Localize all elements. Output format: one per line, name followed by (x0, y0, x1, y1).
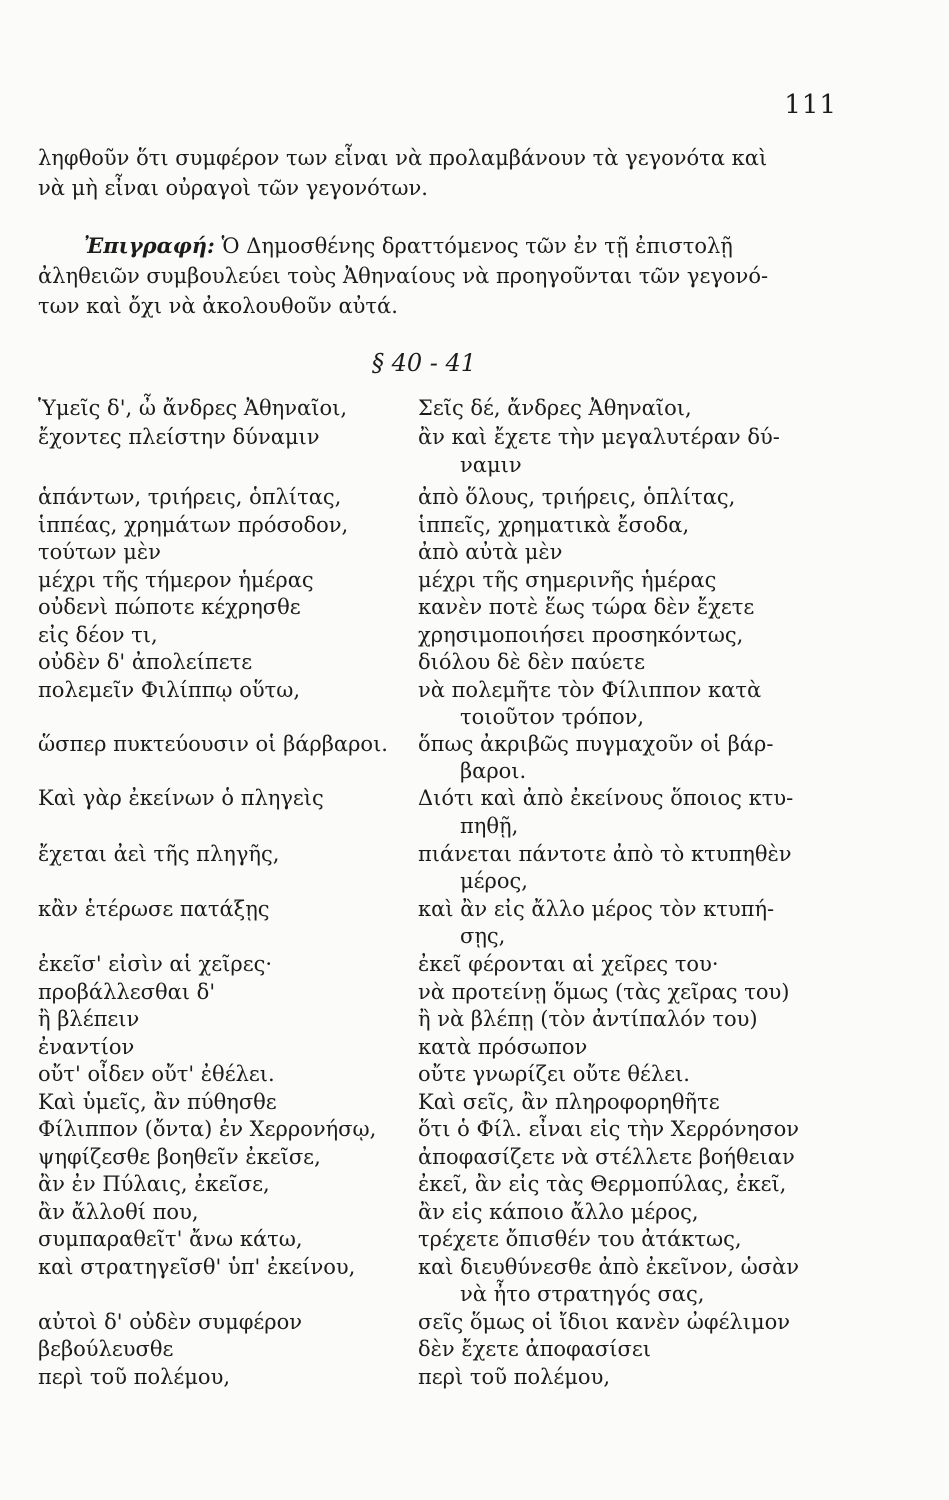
original-line: αὐτοὶ δ' οὐδὲν συμφέρον (38, 1310, 303, 1334)
original-line: Καὶ ὑμεῖς, ἂν πύθησθε (38, 1090, 277, 1114)
translation-line: Καὶ σεῖς, ἂν πληροφορηθῆτε (418, 1090, 720, 1114)
translation-line: ἀπὸ ὅλους, τριήρεις, ὁπλίτας, (418, 485, 736, 509)
original-line: κἂν ἑτέρωσε πατάξῃς (38, 897, 270, 921)
epigraph-line-3: των καὶ ὄχι νὰ ἀκολουθοῦν αὐτά. (38, 294, 398, 318)
section-title: § 40 - 41 (372, 349, 477, 377)
original-line: ψηφίζεσθε βοηθεῖν ἐκεῖσε, (38, 1145, 321, 1169)
original-line: ἔχεται ἀεὶ τῆς πληγῆς, (38, 842, 280, 866)
epigraph-line-2: ἀληθειῶν συμβουλεύει τοὺς Ἀθηναίους νὰ προηγοῦνται τῶν γεγονό- (38, 264, 769, 288)
translation-line: βαροι. (460, 759, 527, 783)
translation-line: περὶ τοῦ πολέμου, (418, 1365, 611, 1389)
original-line: Καὶ γὰρ ἐκείνων ὁ πληγεὶς (38, 786, 324, 810)
epigraph-text: Ὁ Δημοσθένης δραττόμενος τῶν ἐν τῇ ἐπιστολῇ (214, 234, 733, 258)
original-line: ἔχοντες πλείστην δύναμιν (38, 425, 320, 449)
original-line: ἂν ἄλλοθί που, (38, 1200, 199, 1224)
translation-line: κατὰ πρόσωπον (418, 1035, 588, 1059)
original-line: ἱππέας, χρημάτων πρόσοδον, (38, 513, 349, 537)
translation-line: νὰ προτείνῃ ὅμως (τὰς χεῖρας του) (418, 980, 790, 1004)
translation-line: ἱππεῖς, χρηματικὰ ἔσοδα, (418, 513, 690, 537)
original-line: ἐναντίον (38, 1035, 135, 1059)
translation-line: Σεῖς δέ, ἄνδρες Ἀθηναῖοι, (418, 396, 692, 420)
original-line: ἢ βλέπειν (38, 1007, 140, 1031)
translation-line: οὔτε γνωρίζει οὔτε θέλει. (418, 1062, 690, 1086)
translation-line: ἂν εἰς κάποιο ἄλλο μέρος, (418, 1200, 699, 1224)
translation-line: ἀπὸ αὐτὰ μὲν (418, 540, 563, 564)
translation-line: ἢ νὰ βλέπῃ (τὸν ἀντίπαλόν του) (418, 1007, 758, 1031)
translation-line: τοιοῦτον τρόπον, (460, 705, 645, 729)
translation-line: ἐκεῖ φέρονται αἱ χεῖρες του· (418, 952, 719, 976)
translation-line: πιάνεται πάντοτε ἀπὸ τὸ κτυπηθὲν (418, 842, 792, 866)
original-line: ἁπάντων, τριήρεις, ὁπλίτας, (38, 485, 342, 509)
translation-line: ὅπως ἀκριβῶς πυγμαχοῦν οἱ βάρ- (418, 732, 774, 756)
translation-line: κανὲν ποτὲ ἕως τώρα δὲν ἔχετε (418, 595, 755, 619)
original-line: περὶ τοῦ πολέμου, (38, 1365, 231, 1389)
translation-line: ναμιν (460, 453, 522, 477)
translation-line: ἂν καὶ ἔχετε τὴν μεγαλυτέραν δύ- (418, 425, 780, 449)
translation-line: πηθῇ, (460, 814, 519, 838)
translation-line: μέρος, (460, 869, 528, 893)
intro-line-1: ληφθοῦν ὅτι συμφέρον των εἶναι νὰ προλαμβάνουν τὰ γεγονότα καὶ (38, 146, 768, 170)
original-line: συμπαραθεῖτ' ἄνω κάτω, (38, 1227, 303, 1251)
translation-line: σῃς, (460, 924, 506, 948)
original-line: Ὑμεῖς δ', ὦ ἄνδρες Ἀθηναῖοι, (38, 396, 348, 420)
translation-line: καὶ ἂν εἰς ἄλλο μέρος τὸν κτυπή- (418, 897, 775, 921)
intro-paragraph (38, 143, 838, 321)
original-line: οὐδενὶ πώποτε κέχρησθε (38, 595, 301, 619)
original-line: οὔτ' οἶδεν οὔτ' ἐθέλει. (38, 1062, 275, 1086)
intro-line-2: νὰ μὴ εἶναι οὐραγοὶ τῶν γεγονότων. (38, 176, 428, 200)
translation-line: χρησιμοποιήσει προσηκόντως, (418, 623, 744, 647)
original-line: μέχρι τῆς τήμερον ἡμέρας (38, 568, 314, 592)
original-line: οὐδὲν δ' ἀπολείπετε (38, 650, 253, 674)
translation-line: καὶ διευθύνεσθε ἀπὸ ἐκεῖνον, ὡσὰν (418, 1255, 800, 1279)
translation-line: νὰ πολεμῆτε τὸν Φίλιππον κατὰ (418, 678, 762, 702)
original-line: ὥσπερ πυκτεύουσιν οἱ βάρβαροι. (38, 732, 388, 756)
original-line: ἐκεῖσ' εἰσὶν αἱ χεῖρες· (38, 952, 273, 976)
original-line: καὶ στρατηγεῖσθ' ὑπ' ἐκείνου, (38, 1255, 356, 1279)
page-number: 111 (784, 90, 837, 120)
original-line: τούτων μὲν (38, 540, 161, 564)
translation-line: τρέχετε ὄπισθέν του ἀτάκτως, (418, 1227, 742, 1251)
translation-line: ἀποφασίζετε νὰ στέλλετε βοήθειαν (418, 1145, 795, 1169)
original-line: πολεμεῖν Φιλίππῳ οὕτω, (38, 678, 301, 702)
translation-line: ἐκεῖ, ἂν εἰς τὰς Θερμοπύλας, ἐκεῖ, (418, 1172, 787, 1196)
translation-line: δὲν ἔχετε ἀποφασίσει (418, 1337, 651, 1361)
epigraph-label: Ἐπιγραφή: (84, 233, 215, 258)
original-line: προβάλλεσθαι δ' (38, 980, 216, 1004)
translation-line: διόλου δὲ δὲν παύετε (418, 650, 645, 674)
translation-line: ὅτι ὁ Φίλ. εἶναι εἰς τὴν Χερρόνησον (418, 1117, 800, 1141)
translation-line: σεῖς ὅμως οἱ ἴδιοι κανὲν ὠφέλιμον (418, 1310, 791, 1334)
original-line: βεβούλευσθε (38, 1337, 174, 1361)
translation-line: Διότι καὶ ἀπὸ ἐκείνους ὅποιος κτυ- (418, 786, 794, 810)
epigraph-line-1 (38, 231, 838, 261)
original-line: εἰς δέον τι, (38, 623, 158, 647)
original-line: Φίλιππον (ὄντα) ἐν Χερρονήσῳ, (38, 1117, 377, 1141)
original-line: ἂν ἐν Πύλαις, ἐκεῖσε, (38, 1172, 270, 1196)
translation-line: μέχρι τῆς σημερινῆς ἡμέρας (418, 568, 717, 592)
translation-line: νὰ ἦτο στρατηγός σας, (460, 1282, 705, 1306)
